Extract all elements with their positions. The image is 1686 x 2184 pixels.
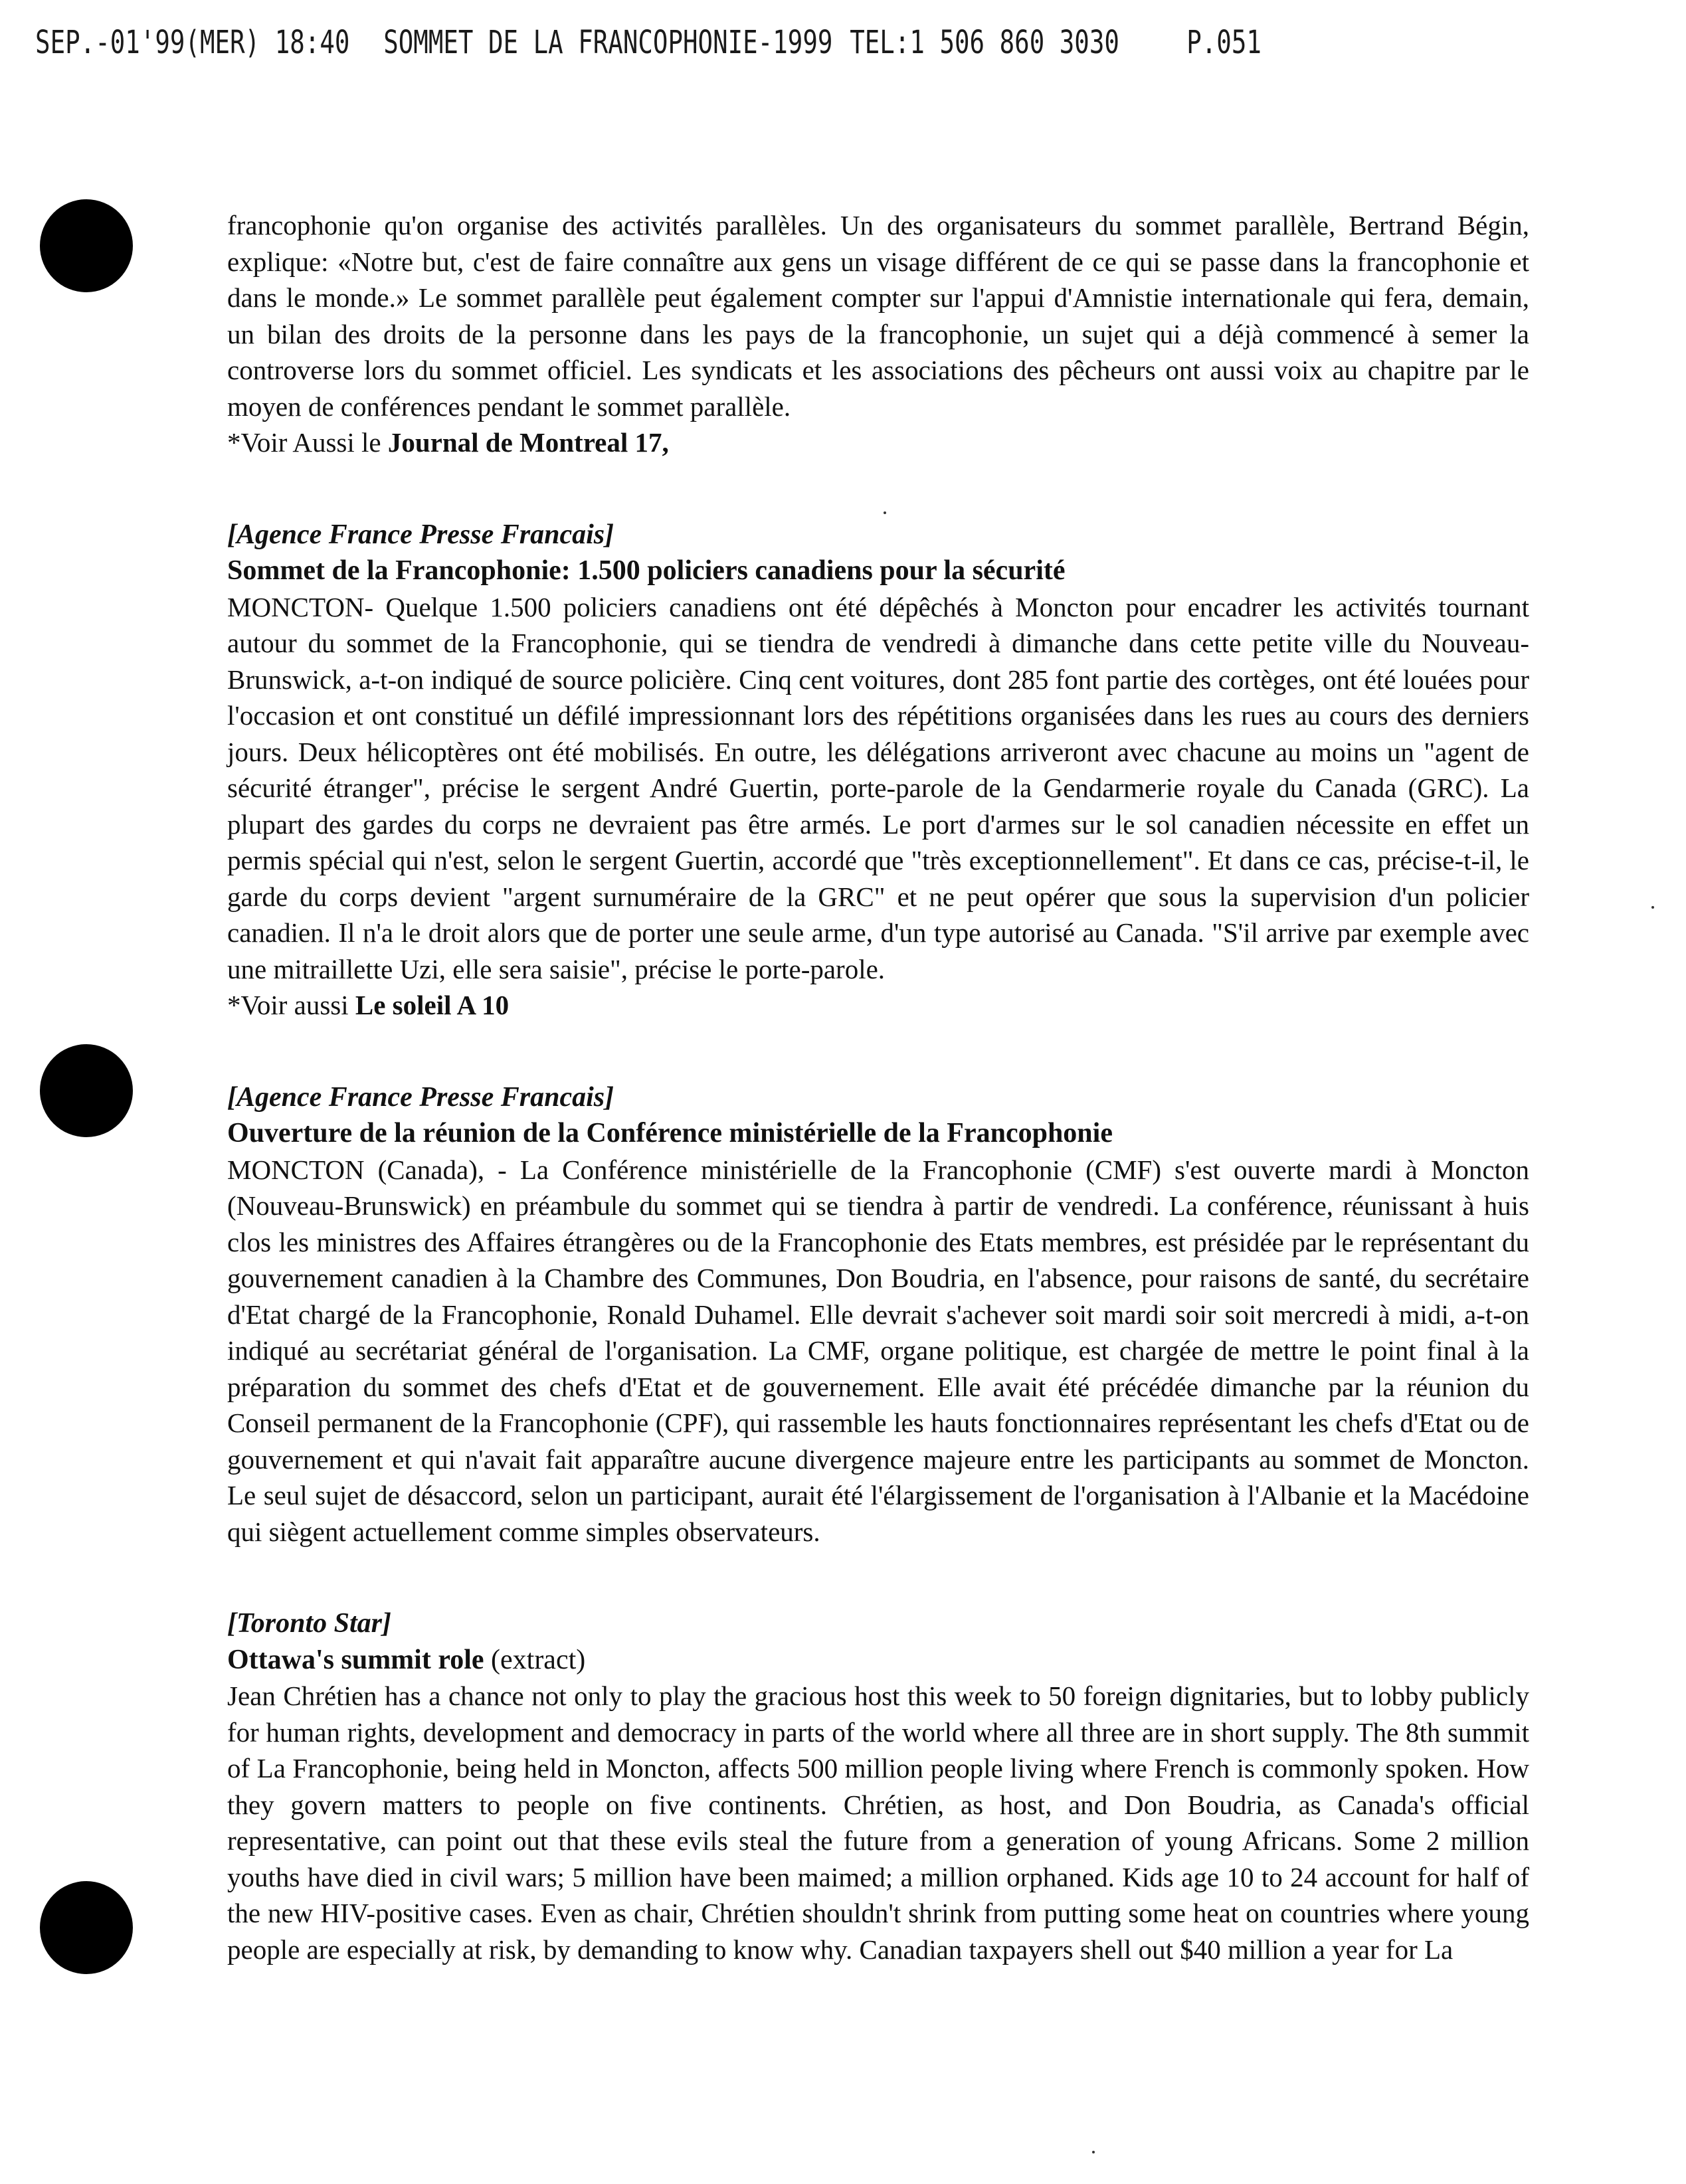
document-body — [227, 207, 1529, 1967]
fax-date: SEP.-01'99(MER) 18:40 — [35, 24, 350, 61]
article-source: [Toronto Star] — [227, 1608, 392, 1639]
article-toronto-star — [227, 1605, 1529, 1967]
see-also-line — [227, 987, 1529, 1024]
intro-section — [227, 207, 1529, 461]
punch-hole-icon — [40, 199, 133, 292]
article-body: Jean Chrétien has a chance not only to play the gracious host this week to 50 foreign dignitaries, but to lobby publicly for human rights, development and democracy in parts of the world where all three are in short supply. The 8th summit of La Francophonie, being held in Moncton, affects 500 million people living where French is commonly spoken. How they govern matters to people on five continents. Chrétien, as host, and Don Boudria, as Canada's official representative, can point out that these evils steal the future from a generation of young Africans. Some 2 million youths have died in civil wars; 5 million have been maimed; a million orphaned. Kids age 10 to 24 account for half of the new HIV-positive cases. Even as chair, Chrétien shouldn't shrink from putting some heat on countries where young people are especially at risk, by demanding to know why. Canadian taxpayers shell out $40 million a year for La — [227, 1681, 1529, 1965]
article-body: MONCTON (Canada), - La Conférence ministérielle de la Francophonie (CMF) s'est ouverte mardi à Moncton (Nouveau-Brunswick) en préambule du sommet qui se tiendra à partir de vendredi. La conférence, réunissant à huis clos les ministres des Affaires étrangères ou de la Francophonie des Etats membres, est présidée par le représentant du gouvernement canadien à la Chambre des Communes, Don Boudria, en l'absence, pour raisons de santé, du secrétaire d'Etat chargé de la Francophonie, Ronald Duhamel. Elle devrait s'achever soit mardi soir soit mercredi à midi, a-t-on indiqué au secrétariat général de l'organisation. La CMF, organe politique, est chargée de mettre le point final à la préparation du sommet des chefs d'Etat et de gouvernement. Elle avait été précédée dimanche par la réunion du Conseil permanent de la Francophonie (CPF), qui rassemble les hauts fonctionnaires représentant les chefs d'Etat ou de gouvernement et qui n'avait fait apparaître aucune divergence majeure entre les participants au sommet de Moncton. Le seul sujet de désaccord, selon un participant, aurait été l'élargissement de l'organisation à l'Albanie et la Macédoine qui siègent actuellement comme simples observateurs. — [227, 1154, 1529, 1547]
headline-text: Ottawa's summit role — [227, 1644, 484, 1675]
see-also-prefix: *Voir Aussi le — [227, 427, 388, 458]
fax-title: SOMMET DE LA FRANCOPHONIE-1999 — [383, 24, 833, 61]
fax-page-number: P.051 — [1186, 24, 1262, 61]
see-also-reference: Journal de Montreal 17, — [387, 427, 669, 458]
article-headline — [227, 1642, 1529, 1679]
article-headline: Sommet de la Francophonie: 1.500 policiers canadiens pour la sécurité — [227, 555, 1066, 586]
scan-speck — [1092, 2151, 1095, 2153]
article-afp-conference — [227, 1079, 1529, 1550]
see-also-prefix: *Voir aussi — [227, 990, 355, 1020]
see-also-line — [227, 424, 1529, 461]
article-headline: Ouverture de la réunion de la Conférence ministérielle de la Francophonie — [227, 1118, 1113, 1148]
punch-hole-icon — [40, 1044, 133, 1137]
fax-header — [0, 24, 1315, 70]
scan-speck — [1651, 906, 1654, 909]
fax-phone: TEL:1 506 860 3030 — [850, 24, 1119, 61]
headline-suffix: (extract) — [491, 1644, 586, 1675]
article-source: [Agence France Presse Francais] — [227, 519, 614, 550]
article-source: [Agence France Presse Francais] — [227, 1081, 614, 1113]
article-body: MONCTON- Quelque 1.500 policiers canadiens ont été dépêchés à Moncton pour encadrer les activités tournant autour du sommet de la Francophonie, qui se tiendra de vendredi à dimanche dans cette petite ville du Nouveau-Brunswick, a-t-on indiqué de source policière. Cinq cent voitures, dont 285 font partie des cortèges, ont été louées pour l'occasion et ont constitué un défilé impressionnant lors des répétitions organisées dans les rues au cours des derniers jours. Deux hélicoptères ont été mobilisés. En outre, les délégations arriveront avec chacune au moins un "agent de sécurité étranger", précise le sergent André Guertin, porte-parole de la Gendarmerie royale du Canada (GRC). La plupart des gardes du corps ne devraient pas être armés. Le port d'armes sur le sol canadien nécessite en effet un permis spécial qui n'est, selon le sergent Guertin, accordé que "très exceptionnellement". Et dans ce cas, précise-t-il, le garde du corps devient "argent surnuméraire de la GRC" et ne peut opérer que sous la supervision d'un policier canadien. Il n'a le droit alors que de porter une seule arme, d'un type autorisé au Canada. "S'il arrive par exemple avec une mitraillette Uzi, elle sera saisie", précise le porte-parole. — [227, 591, 1529, 984]
punch-hole-icon — [40, 1881, 133, 1974]
intro-paragraph: francophonie qu'on organise des activités parallèles. Un des organisateurs du sommet parallèle, Bertrand Bégin, explique: «Notre but, c'est de faire connaître aux gens un visage différent de ce qui se passe dans la francophonie et dans le monde.» Le sommet parallèle peut également compter sur l'appui d'Amnistie internationale qui fera, demain, un bilan des droits de la personne dans les pays de la francophonie, un sujet qui a déjà commencé à semer la controverse lors du sommet officiel. Les syndicats et les associations des pêcheurs ont aussi voix au chapitre par le moyen de conférences pendant le sommet parallèle. — [227, 210, 1529, 422]
see-also-reference: Le soleil A 10 — [355, 990, 510, 1020]
article-afp-security — [227, 517, 1529, 1024]
